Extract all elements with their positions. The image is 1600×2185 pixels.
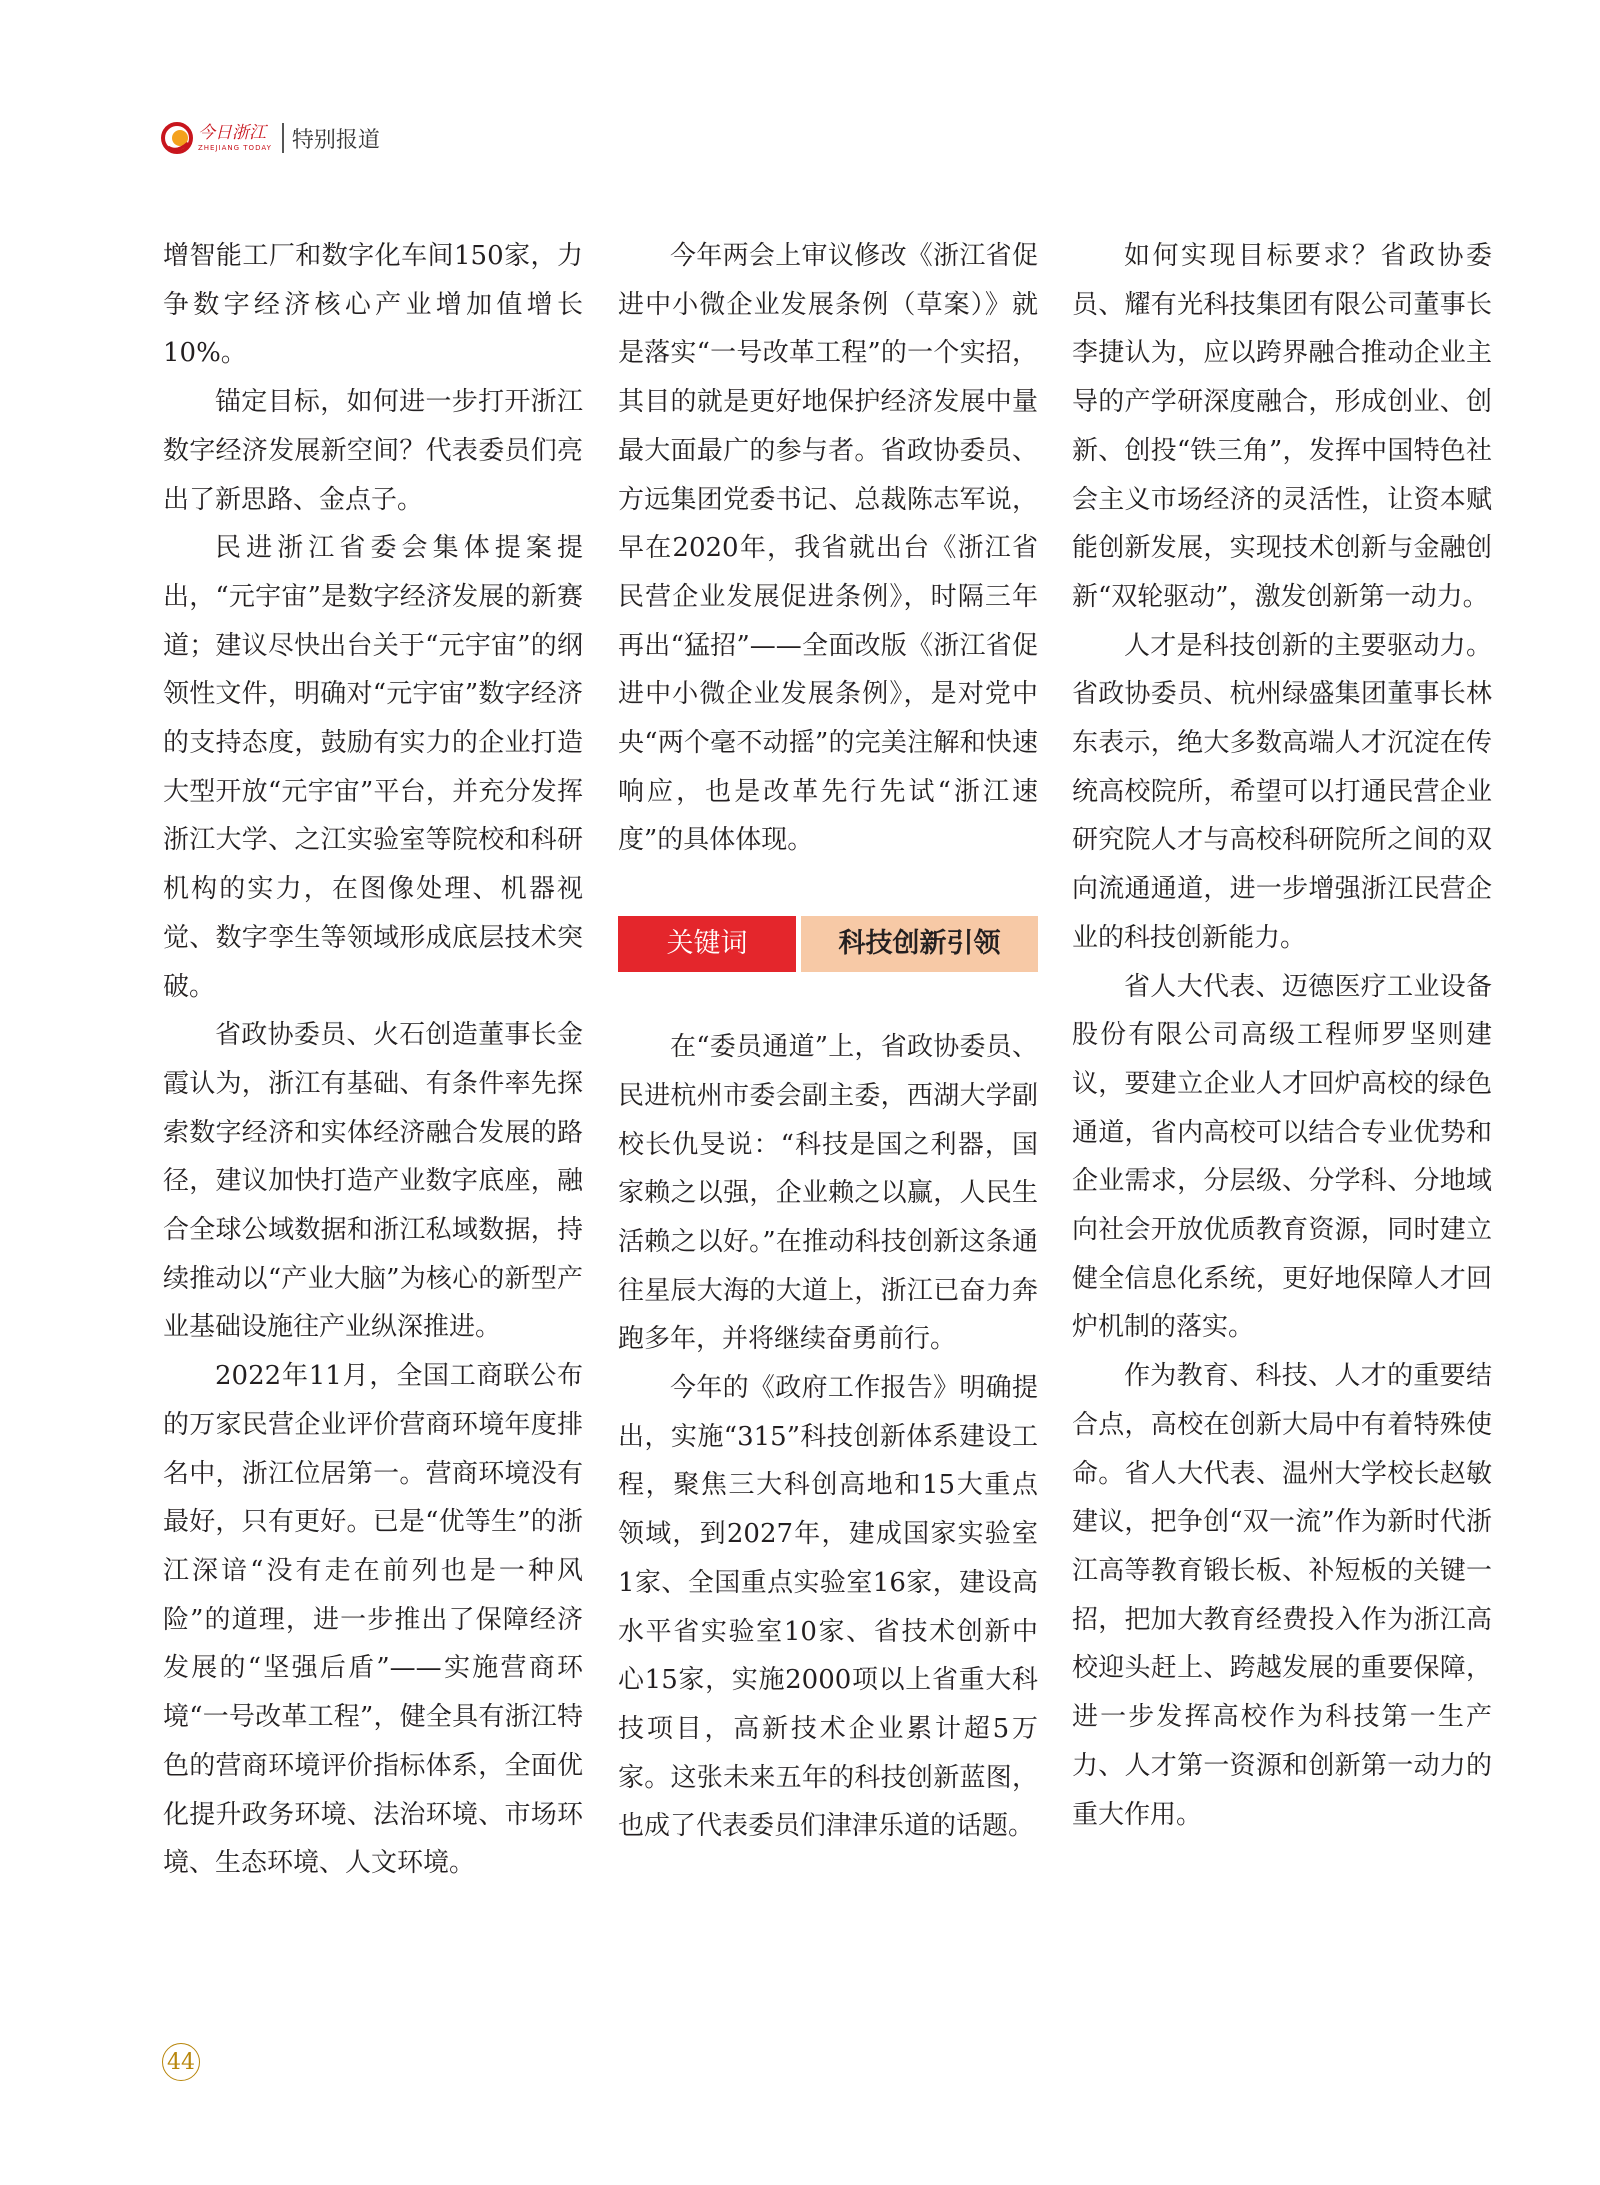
keyword-title: 科技创新引领 [801,916,1038,972]
col3-paragraph-4: 作为教育、科技、人才的重要结合点，高校在创新大局中有着特殊使命。省人大代表、温州大学校长赵敏建议，把争创“双一流”作为新时代浙江高等教育锻长板、补短板的关键一招，把加大教育经费投入作为浙江高校迎头赶上、跨越发展的重要保障，进一步发挥高校作为科技第一生产力、人才第一资源和创新第一动力的重大作用。 [1072,1361,1492,1830]
logo-icon [160,121,194,155]
col3-paragraph-1: 如何实现目标要求？省政协委员、耀有光科技集团有限公司董事长李捷认为，应以跨界融合推动企业主导的产学研深度融合，形成创业、创新、创投“铁三角”，发挥中国特色社会主义市场经济的灵活性，让资本赋能创新发展，实现技术创新与金融创新“双轮驱动”，激发创新第一动力。 [1072,241,1492,612]
col1-paragraph-5: 2022年11月，全国工商联公布的万家民营企业评价营商环境年度排名中，浙江位居第一。营商环境没有最好，只有更好。已是“优等生”的浙江深谙“没有走在前列也是一种风险”的道理，进一步推出了保障经济发展的“坚强后盾”——实施营商环境“一号改革工程”，健全具有浙江特色的营商环境评价指标体系，全面优化提升政务环境、法治环境、市场环境、生态环境、人文环境。 [163,1361,583,1879]
section-title: 特别报道 [291,127,380,153]
logo-en: ZHEJIANG TODAY [198,143,272,152]
col3-paragraph-3: 省人大代表、迈德医疗工业设备股份有限公司高级工程师罗坚则建议，要建立企业人才回炉高校的绿色通道，省内高校可以结合专业优势和企业需求，分层级、分学科、分地域向社会开放优质教育资源，同时建立健全信息化系统，更好地保障人才回炉机制的落实。 [1072,971,1492,1343]
column-2 [618,232,1038,1851]
col1-paragraph-3: 民进浙江省委会集体提案提出，“元宇宙”是数字经济发展的新赛道；建议尽快出台关于“元宇宙”的纲领性文件，明确对“元宇宙”数字经济的支持态度，鼓励有实力的企业打造大型开放“元宇宙”平台，并充分发挥浙江大学、之江实验室等院校和科研机构的实力，在图像处理、机器视觉、数字孪生等领域形成底层技术突破。 [163,533,583,1002]
logo-cn: 今日浙江 [198,122,266,143]
col1-paragraph-4: 省政协委员、火石创造董事长金霞认为，浙江有基础、有条件率先探索数字经济和实体经济融合发展的路径，建议加快打造产业数字底座，融合全球公域数据和浙江私域数据，持续推动以“产业大脑”为核心的新型产业基础设施往产业纵深推进。 [163,1020,583,1343]
keyword-label: 关键词 [618,916,796,972]
keyword-banner [618,916,1038,972]
column-1 [163,232,583,1888]
column-3 [1072,232,1492,1839]
col2-paragraph-2: 在“委员通道”上，省政协委员、民进杭州市委会副主委，西湖大学副校长仇旻说：“科技是国之利器，国家赖之以强，企业赖之以赢，人民生活赖之以好。”在推动科技创新这条通往星辰大海的大道上，浙江已奋力奔跑多年，并将继续奋勇前行。 [618,1032,1038,1355]
col1-paragraph-2: 锚定目标，如何进一步打开浙江数字经济发展新空间？代表委员们亮出了新思路、金点子。 [163,387,583,515]
col2-paragraph-3: 今年的《政府工作报告》明确提出，实施“315”科技创新体系建设工程，聚焦三大科创高地和15大重点领域，到2027年，建成国家实验室1家、全国重点实验室16家，建设高水平省实验室10家、省技术创新中心15家，实施2000项以上省重大科技项目，高新技术企业累计超5万家。这张未来五年的科技创新蓝图，也成了代表委员们津津乐道的话题。 [618,1373,1038,1842]
col1-paragraph-1: 增智能工厂和数字化车间150家，力争数字经济核心产业增加值增长10%。 [163,241,583,369]
header-divider [282,123,284,153]
magazine-header [160,118,380,158]
col2-paragraph-1: 今年两会上审议修改《浙江省促进中小微企业发展条例（草案）》就是落实“一号改革工程”的一个实招，其目的就是更好地保护经济发展中量最大面最广的参与者。省政协委员、方远集团党委书记、总裁陈志军说，早在2020年，我省就出台《浙江省民营企业发展促进条例》，时隔三年再出“猛招”——全面改版《浙江省促进中小微企业发展条例》，是对党中央“两个毫不动摇”的完美注解和快速响应，也是改革先行先试“浙江速度”的具体体现。 [618,241,1038,856]
page-number: 44 [162,2043,200,2081]
col3-paragraph-2: 人才是科技创新的主要驱动力。省政协委员、杭州绿盛集团董事长林东表示，绝大多数高端人才沉淀在传统高校院所，希望可以打通民营企业研究院人才与高校科研院所之间的双向流通通道，进一步增强浙江民营企业的科技创新能力。 [1072,630,1492,953]
logo-text [198,122,272,152]
